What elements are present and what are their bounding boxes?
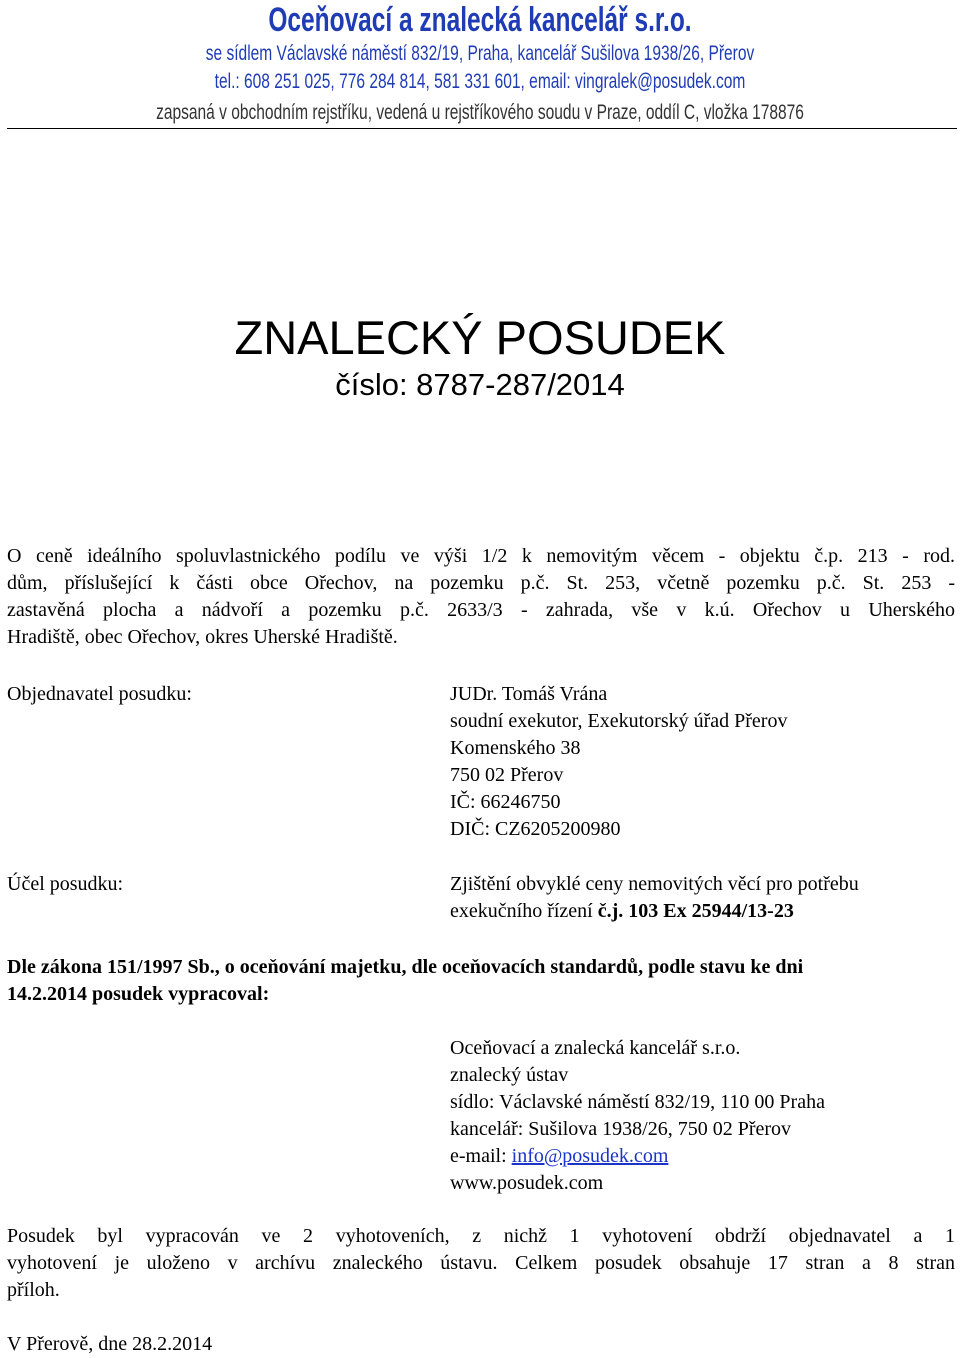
email-label: e-mail: [450,1145,512,1167]
footer-line: vyhotovení je uloženo v archívu znaleckého ústavu. Celkem posudek obsahuje 17 stran a 8 stran [7,1252,955,1274]
law-statement [7,954,957,1008]
footer-line: příloh. [7,1279,60,1301]
company-seat-line: se sídlem Václavské náměstí 832/19, Praha, kancelář Sušilova 1938/26, Přerov [205,42,755,65]
purpose-label: Účel posudku: [7,873,124,895]
subject-line: dům, příslušející k části obce Ořechov, na pozemku p.č. St. 253, včetně pozemku p.č. St. 253 - [7,572,955,594]
law-line-1: Dle zákona 151/1997 Sb., o oceňování majetku, dle oceňovacích standardů, podle stavu ke dni [7,956,804,978]
author-office: kancelář: Sušilova 1938/26, 750 02 Přerov [450,1118,792,1140]
client-label: Objednavatel posudku: [7,683,192,705]
author-company: Oceňovací a znalecká kancelář s.r.o. [450,1037,741,1059]
client-city: 750 02 Přerov [450,764,564,786]
subject-line: Hradiště, obec Ořechov, okres Uherské Hradiště. [7,626,398,648]
header-divider [7,128,957,129]
client-dic: DIČ: CZ6205200980 [450,818,621,840]
client-name: JUDr. Tomáš Vrána [450,683,608,705]
document-number: číslo: 8787-287/2014 [335,367,625,402]
subject-line: zastavěná plocha a nádvoří a pozemku p.č. 2633/3 - zahrada, vše v k.ú. Ořechov u Uherského [7,599,955,621]
author-email-line [450,1143,668,1170]
footer-paragraph [7,1223,955,1304]
author-web: www.posudek.com [450,1172,604,1194]
company-title: Oceňovací a znalecká kancelář s.r.o. [268,1,692,39]
case-reference: č.j. 103 Ex 25944/13-23 [597,900,794,922]
company-contact-line: tel.: 608 251 025, 776 284 814, 581 331 601, email: vingralek@posudek.com [214,70,746,93]
author-type: znalecký ústav [450,1064,569,1086]
purpose-line-2 [450,898,794,925]
place-date: V Přerově, dne 28.2.2014 [7,1333,213,1355]
client-role: soudní exekutor, Exekutorský úřad Přerov [450,710,788,732]
email-link[interactable]: info@posudek.com [511,1145,669,1167]
subject-line: O ceně ideálního spoluvlastnického podílu ve výši 1/2 k nemovitým věcem - objektu č.p. 213 - rod. [7,545,955,567]
purpose-line-2-text: exekučního řízení [450,900,598,922]
author-seat: sídlo: Václavské náměstí 832/19, 110 00 Praha [450,1091,825,1113]
purpose-line-1: Zjištění obvyklé ceny nemovitých věcí pro potřebu [450,873,859,895]
company-registry-line: zapsaná v obchodním rejstříku, vedená u rejstříkového soudu v Praze, oddíl C, vložka 178876 [156,101,804,124]
client-ico: IČ: 66246750 [450,791,561,813]
law-line-2: 14.2.2014 posudek vypracoval: [7,983,270,1005]
client-street: Komenského 38 [450,737,581,759]
subject-paragraph [7,543,955,651]
document-title: ZNALECKÝ POSUDEK [234,311,726,364]
footer-line: Posudek byl vypracován ve 2 vyhotoveních, z nichž 1 vyhotovení obdrží objednavatel a 1 [7,1225,955,1247]
